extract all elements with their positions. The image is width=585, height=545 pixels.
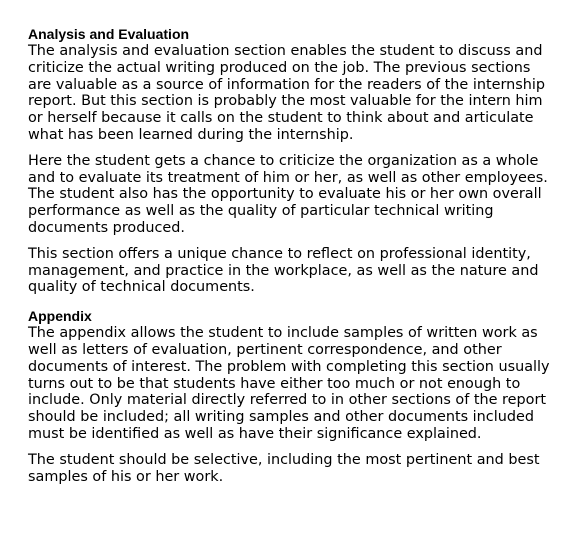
text-line: performance as well as the quality of particular technical writing (28, 203, 494, 220)
text-line: well as letters of evaluation, pertinent correspondence, and other (28, 341, 502, 358)
text-line: report. But this section is probably the most valuable for the intern him (28, 93, 543, 110)
text-line: This section offers a unique chance to reflect on professional identity, (28, 245, 531, 262)
text-line: documents of interest. The problem with completing this section usually (28, 358, 550, 375)
section-heading-appendix: Appendix (28, 308, 92, 325)
text-line: include. Only material directly referred to in other sections of the report (28, 392, 547, 409)
text-line: The student also has the opportunity to evaluate his or her own overall (28, 186, 542, 203)
text-line: criticize the actual writing produced on the job. The previous sections (28, 59, 531, 76)
text-line: what has been learned during the internship. (28, 126, 354, 143)
document-body (28, 26, 568, 485)
text-line: Here the student gets a chance to criticize the organization as a whole (28, 152, 539, 169)
text-line: turns out to be that students have either too much or not enough to (28, 375, 521, 392)
paragraph-analysis-3 (28, 246, 568, 296)
section-heading-analysis: Analysis and Evaluation (28, 26, 190, 42)
paragraph-appendix-2 (28, 452, 568, 486)
text-line: management, and practice in the workplace, as well as the nature and (28, 262, 539, 279)
text-line: The analysis and evaluation section enables the student to discuss and (28, 43, 543, 59)
text-line: must be identified as well as have their significance explained. (28, 425, 482, 442)
text-line: and to evaluate its treatment of him or her, as well as other employees. (28, 169, 548, 186)
text-line: should be included; all writing samples and other documents included (28, 409, 534, 426)
paragraph-analysis-1 (28, 43, 568, 144)
paragraph-analysis-2 (28, 153, 568, 237)
text-line: The student should be selective, including the most pertinent and best (28, 451, 540, 468)
paragraph-appendix-1 (28, 325, 568, 443)
text-line: are valuable as a source of information for the readers of the internship (28, 76, 545, 93)
text-line: quality of technical documents. (28, 279, 255, 296)
text-line: The appendix allows the student to include samples of written work as (28, 325, 538, 342)
text-line: documents produced. (28, 219, 185, 236)
text-line: samples of his or her work. (28, 468, 224, 485)
text-line: or herself because it calls on the student to think about and articulate (28, 110, 534, 127)
